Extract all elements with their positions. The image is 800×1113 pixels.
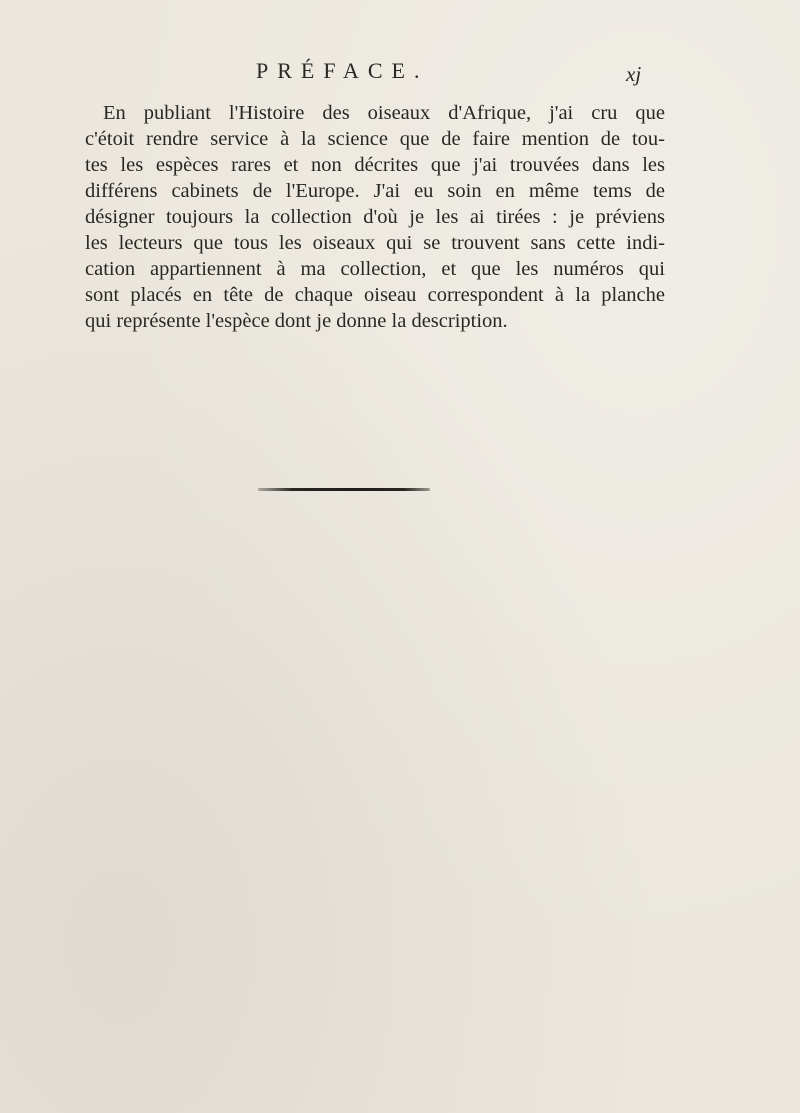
text-line: En publiant l'Histoire des oiseaux d'Afrique, j'ai cru que xyxy=(103,102,665,124)
text-line: tes les espèces rares et non décrites que j'ai trouvées dans les xyxy=(85,154,665,176)
text-line: les lecteurs que tous les oiseaux qui se trouvent sans cette indi- xyxy=(85,232,665,254)
page-number: xj xyxy=(626,62,642,86)
text-line: cation appartiennent à ma collection, et que les numéros qui xyxy=(85,258,665,280)
running-head xyxy=(0,50,800,90)
body-paragraph xyxy=(85,100,665,334)
text-line: sont placés en tête de chaque oiseau correspondent à la planche xyxy=(85,284,665,306)
end-rule-divider xyxy=(258,488,430,491)
text-line: qui représente l'espèce dont je donne la description. xyxy=(85,310,508,332)
page-title: PRÉFACE. xyxy=(256,58,429,83)
text-line: désigner toujours la collection d'où je les ai tirées : je préviens xyxy=(85,206,665,228)
text-line: différens cabinets de l'Europe. J'ai eu soin en même tems de xyxy=(85,180,665,202)
text-line: c'étoit rendre service à la science que de faire mention de tou- xyxy=(85,128,665,150)
